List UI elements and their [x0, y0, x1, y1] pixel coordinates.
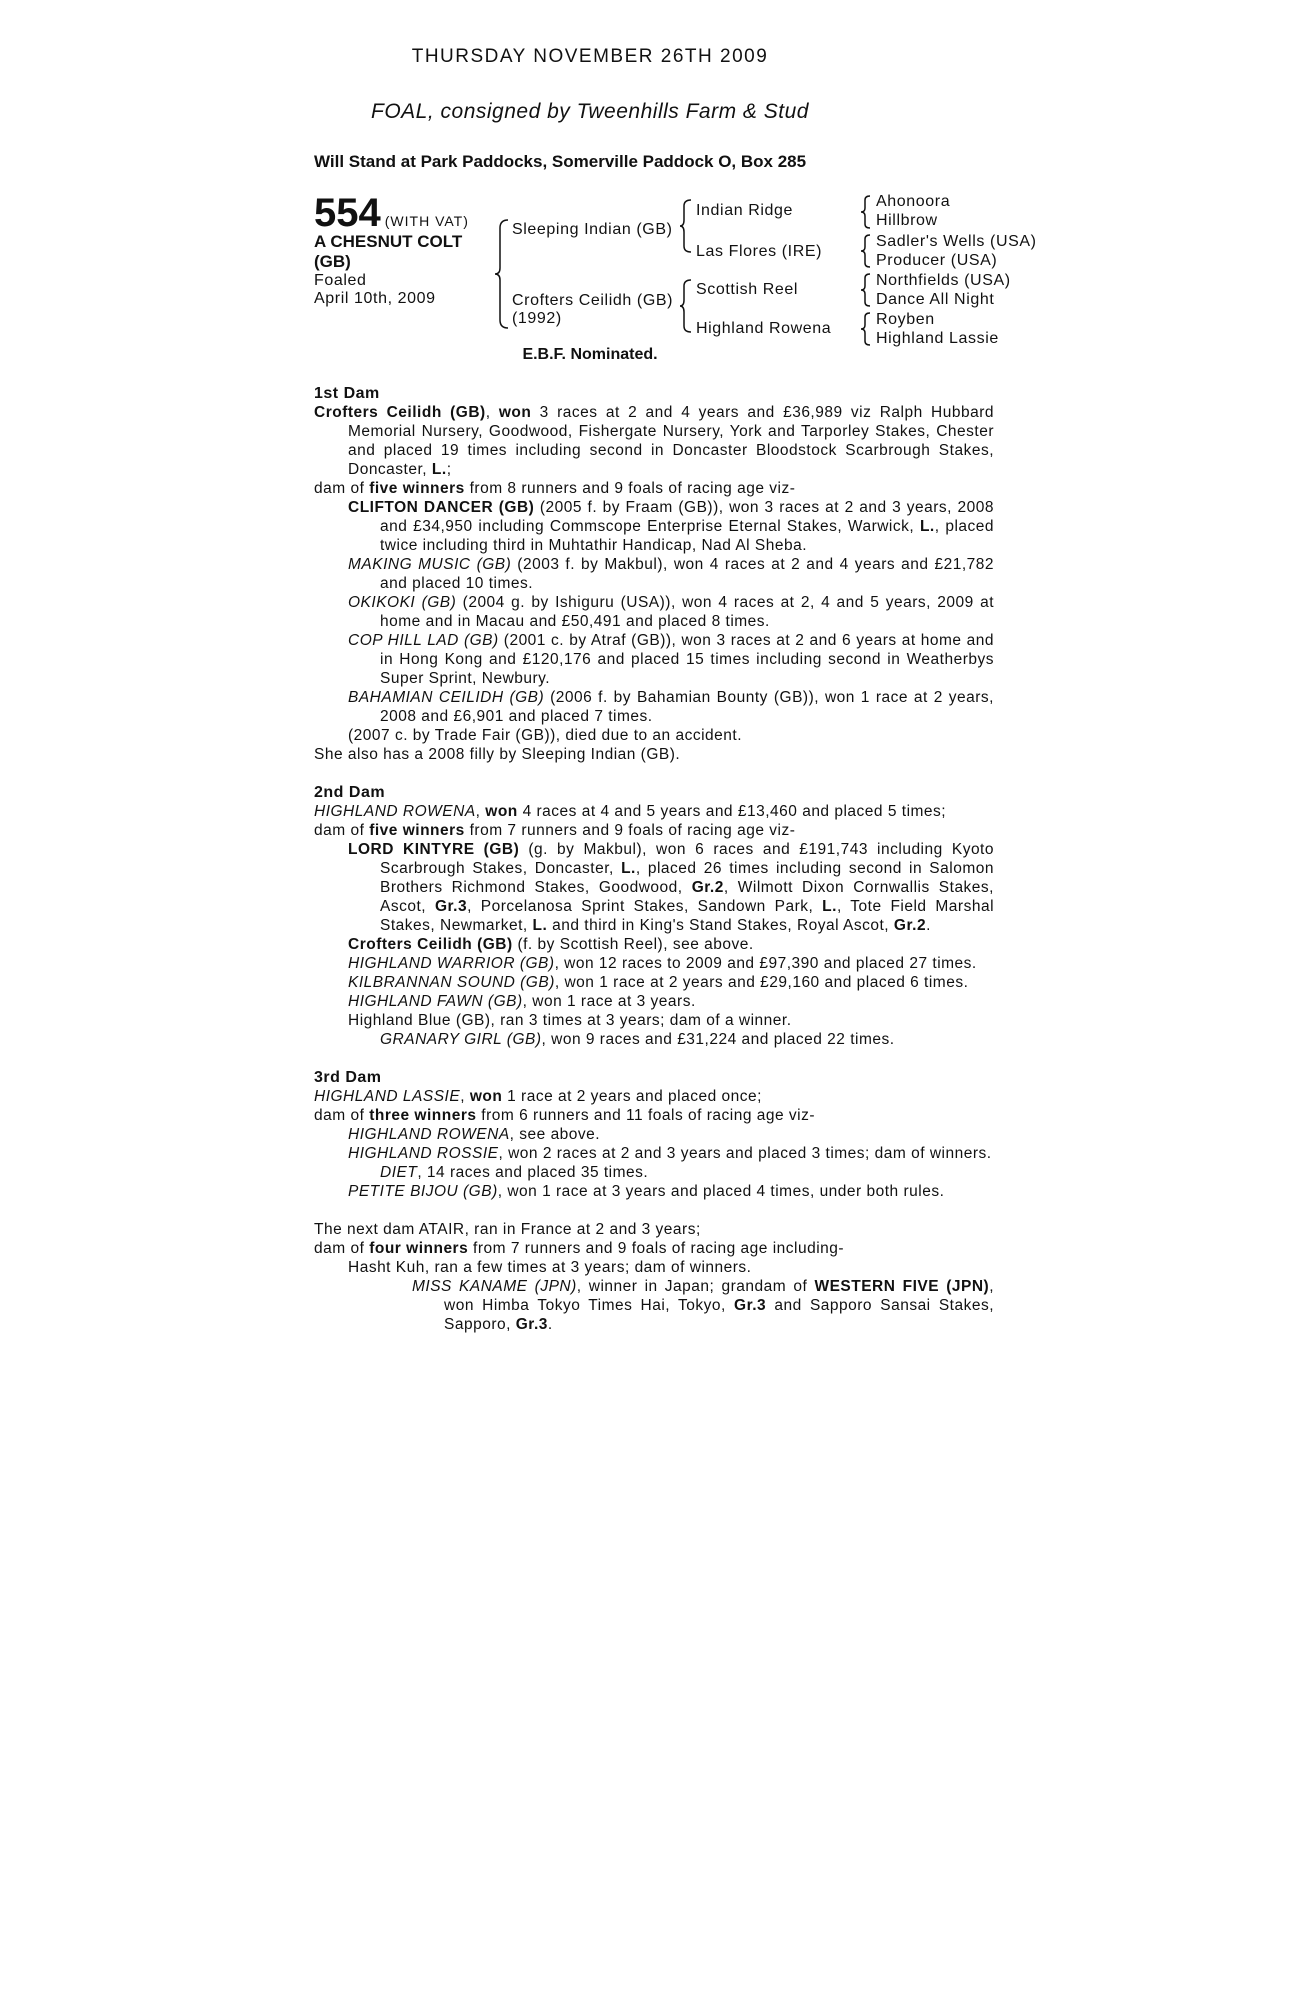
listed-mark: L.: [919, 518, 935, 535]
produce-granary-girl: [314, 1030, 994, 1049]
produce-name: HIGHLAND WARRIOR (GB): [348, 955, 555, 972]
produce-hasht-kuh: Hasht Kuh, ran a few times at 3 years; dam of winners.: [348, 1259, 752, 1276]
produce-record: , won 12 races to 2009 and £97,390 and placed 27 times.: [554, 955, 977, 972]
produce-record: and Sapporo Sansai Stakes, Sapporo,: [444, 1297, 995, 1333]
produce-clifton-dancer: [314, 498, 994, 555]
pedigree-g8: Highland Lassie: [876, 330, 999, 347]
foaled-info: [314, 272, 436, 308]
produce-cop-hill-lad: [314, 631, 994, 688]
pedigree-sire-dam: Las Flores (IRE): [696, 243, 823, 260]
produce-record: , won 1 race at 2 years and £29,160 and placed 6 times.: [554, 974, 969, 991]
punctuation: .: [926, 917, 931, 934]
group-mark: Gr.3: [734, 1297, 767, 1314]
produce-2007-colt: (2007 c. by Trade Fair (GB)), died due to an accident.: [348, 727, 743, 744]
notable-grandchild: WESTERN FIVE (JPN): [814, 1278, 990, 1295]
runners-info: from 6 runners and 11 foals of racing age viz-: [481, 1107, 816, 1124]
produce-name: KILBRANNAN SOUND (GB): [348, 974, 555, 991]
produce-record: , winner in Japan; grandam of: [576, 1278, 808, 1295]
produce-record-end: , placed twice including third in Muhtathir Handicap, Nad Al Sheba.: [380, 518, 994, 554]
pedigree-brace-g3: [860, 272, 872, 308]
pedigree-g2: Hillbrow: [876, 212, 938, 229]
winners-count: five winners: [369, 822, 465, 839]
third-dam-heading: 3rd Dam: [314, 1069, 382, 1086]
produce-record: , won Himba Tokyo Times Hai, Tokyo,: [444, 1278, 994, 1314]
consignor-line: FOAL, consigned by Tweenhills Farm & Stud: [371, 100, 809, 123]
sale-date: THURSDAY NOVEMBER 26TH 2009: [411, 46, 769, 67]
produce-record: and third in King's Stand Stakes, Royal Ascot,: [552, 917, 890, 934]
pedigree-dam-name: Crofters Ceilidh (GB): [512, 292, 674, 309]
pedigree-brace-g4: [860, 311, 872, 347]
punctuation: ,: [475, 803, 481, 820]
runners-info: from 7 runners and 9 foals of racing age viz-: [469, 822, 796, 839]
third-dam-won: won: [469, 1088, 503, 1105]
dam-of-label: dam of: [314, 1240, 365, 1257]
produce-name: GRANARY GIRL (GB): [380, 1031, 542, 1048]
first-dam-also: She also has a 2008 filly by Sleeping Indian (GB).: [314, 746, 681, 763]
produce-petite-bijou: [314, 1182, 994, 1201]
vat-label: (WITH VAT): [384, 213, 469, 229]
second-dam-record: 4 races at 4 and 5 years and £13,460 and placed 5 times;: [522, 803, 947, 820]
pedigree-brace-g2: [860, 233, 872, 269]
lot-number-block: [314, 193, 469, 233]
produce-name: MISS KANAME (JPN): [412, 1278, 577, 1295]
horse-line-2: (GB): [314, 252, 351, 271]
produce-bahamian-ceilidh: [314, 688, 994, 726]
produce-crofters-ceilidh: [314, 935, 994, 954]
produce-name: COP HILL LAD (GB): [348, 632, 499, 649]
winners-count: five winners: [369, 480, 465, 497]
third-dam-summary: [314, 1087, 994, 1106]
first-dam-summary: Crofters Ceilidh (GB), won 3 races at 2 and 4 years and £36,989 viz Ralph Hubbard Memorial Nursery, Goodwood, Fishergate Nursery, York and Tarporley Stakes, Chester and placed 19 times including second in Doncaster Bloodstock Scarbrough Stakes, Doncaster, L.;: [314, 404, 994, 478]
second-dam-won: won: [485, 803, 518, 820]
produce-highland-blue: Highland Blue (GB), ran 3 times at 3 years; dam of a winner.: [348, 1012, 792, 1029]
group-mark: Gr.2: [691, 879, 724, 896]
pedigree-notes: [314, 384, 994, 1334]
pedigree-dam-dam: Highland Rowena: [696, 320, 832, 337]
produce-name: BAHAMIAN CEILIDH (GB): [348, 689, 545, 706]
stand-location: Will Stand at Park Paddocks, Somerville Paddock O, Box 285: [314, 152, 807, 171]
runners-info: from 8 runners and 9 foals of racing age viz-: [469, 480, 796, 497]
produce-name: MAKING MUSIC (GB): [348, 556, 512, 573]
produce-okikoki: [314, 593, 994, 631]
pedigree-g3: Sadler's Wells (USA): [876, 233, 1037, 250]
second-dam-heading: 2nd Dam: [314, 784, 386, 801]
produce-record: , won 2 races at 2 and 3 years and placed 3 times; dam of winners.: [498, 1145, 992, 1162]
produce-record: , 14 races and placed 35 times.: [417, 1164, 649, 1181]
ebf-nominated: E.B.F. Nominated.: [522, 346, 658, 363]
first-dam-heading: 1st Dam: [314, 385, 380, 402]
produce-record: (2006 f. by Bahamian Bounty (GB)), won 1 race at 2 years, 2008 and £6,901 and placed 7 times.: [380, 689, 994, 725]
pedigree-g6: Dance All Night: [876, 291, 995, 308]
third-dam-name: HIGHLAND LASSIE: [314, 1088, 461, 1105]
produce-record: (2004 g. by Ishiguru (USA)), won 4 races at 2, 4 and 5 years, 2009 at home and in Macau and £50,491 and placed 8 times.: [380, 594, 995, 630]
third-dam-record: 1 race at 2 years and placed once;: [507, 1088, 762, 1105]
produce-name: LORD KINTYRE (GB): [348, 841, 520, 858]
pedigree-g7: Royben: [876, 311, 935, 328]
pedigree-dam-sire: Scottish Reel: [696, 281, 799, 298]
horse-line-1: A CHESNUT COLT: [314, 232, 463, 251]
produce-record: (2001 c. by Atraf (GB)), won 3 races at 2 and 6 years at home and in Hong Kong and £120,176 and placed 15 times including second in Weatherbys Super Sprint, Newbury.: [380, 632, 994, 687]
foaled-date: April 10th, 2009: [314, 290, 436, 307]
pedigree-sire-sire: Indian Ridge: [696, 202, 794, 219]
produce-name: HIGHLAND FAWN (GB): [348, 993, 523, 1010]
runners-info: from 7 runners and 9 foals of racing age including-: [473, 1240, 845, 1257]
produce-record: , won 9 races and £31,224 and placed 22 times.: [541, 1031, 895, 1048]
group-mark: Gr.2: [893, 917, 927, 934]
listed-mark: L.: [431, 461, 447, 478]
next-dam-summary: The next dam ATAIR, ran in France at 2 and 3 years;: [314, 1221, 701, 1238]
pedigree-brace-sire: [679, 198, 693, 254]
punctuation: .: [547, 1316, 553, 1333]
pedigree-brace-g1: [860, 194, 872, 230]
punctuation: ,: [460, 1088, 465, 1105]
dam-of-label: dam of: [314, 1107, 365, 1124]
lot-number: 554: [314, 191, 381, 235]
listed-mark: L.: [621, 860, 636, 877]
horse-description: [314, 232, 484, 272]
produce-highland-fawn: [314, 992, 994, 1011]
produce-highland-warrior: [314, 954, 994, 973]
produce-record: (2003 f. by Makbul), won 4 races at 2 and 4 years and £21,782 and placed 10 times.: [380, 556, 995, 592]
produce-highland-rossie: [314, 1144, 994, 1163]
produce-record: (g. by Makbul), won 6 races and £191,743 including Kyoto Scarbrough Stakes, Doncaster,: [380, 841, 994, 877]
produce-name: DIET: [380, 1164, 418, 1181]
pedigree-brace-dam: [679, 278, 693, 334]
produce-diet: [314, 1163, 994, 1182]
produce-record: , Porcelanosa Sprint Stakes, Sandown Park,: [467, 898, 814, 915]
punctuation: ;: [446, 461, 452, 478]
first-dam-record: 3 races at 2 and 4 years and £36,989 viz Ralph Hubbard Memorial Nursery, Goodwood, Fishergate Nursery, York and Tarporley Stakes, Chester and placed 19 times including second in Doncaster Bloodstock Scarbrough Stakes, Doncaster,: [348, 404, 994, 478]
produce-record: , Tote Field Marshal Stakes, Newmarket,: [380, 898, 995, 934]
produce-name: PETITE BIJOU (GB): [348, 1183, 498, 1200]
produce-record: , won 1 race at 3 years and placed 4 times, under both rules.: [497, 1183, 945, 1200]
produce-making-music: [314, 555, 994, 593]
listed-mark: L.: [532, 917, 548, 934]
pedigree-g4: Producer (USA): [876, 252, 998, 269]
pedigree-g1: Ahonoora: [876, 193, 951, 210]
produce-name: HIGHLAND ROSSIE: [348, 1145, 499, 1162]
produce-record: , won 1 race at 3 years.: [522, 993, 696, 1010]
produce-lord-kintyre: [314, 840, 994, 935]
produce-miss-kaname: [314, 1277, 994, 1334]
dam-of-label: dam of: [314, 822, 365, 839]
winners-count: four winners: [369, 1240, 469, 1257]
foaled-label: Foaled: [314, 272, 367, 289]
third-dam-produce-summary: [314, 1106, 994, 1125]
first-dam-name: Crofters Ceilidh (GB): [314, 404, 486, 421]
group-mark: Gr.3: [515, 1316, 548, 1333]
produce-highland-rowena: [314, 1125, 994, 1144]
produce-record: (f. by Scottish Reel), see above.: [517, 936, 754, 953]
produce-record: , see above.: [509, 1126, 601, 1143]
group-mark: Gr.3: [434, 898, 468, 915]
winners-count: three winners: [369, 1107, 477, 1124]
first-dam-won: won: [498, 404, 532, 421]
first-dam-produce-summary: [314, 479, 994, 498]
produce-name: OKIKOKI (GB): [348, 594, 457, 611]
second-dam-summary: [314, 802, 994, 821]
produce-name: HIGHLAND ROWENA: [348, 1126, 510, 1143]
pedigree-dam: [512, 292, 673, 328]
pedigree-g5: Northfields (USA): [876, 272, 1011, 289]
pedigree-dam-year: (1992): [512, 310, 562, 327]
listed-mark: L.: [822, 898, 837, 915]
produce-record: (2005 f. by Fraam (GB)), won 3 races at 2 and 3 years, 2008 and £34,950 including Commscope Enterprise Eternal Stakes, Warwick,: [380, 499, 994, 535]
produce-record: , placed 26 times including second in Salomon Brothers Richmond Stakes, Goodwood,: [380, 860, 994, 896]
pedigree-sire: Sleeping Indian (GB): [512, 221, 673, 238]
produce-name: CLIFTON DANCER (GB): [348, 499, 535, 516]
next-dam-produce-summary: [314, 1239, 994, 1258]
second-dam-name: HIGHLAND ROWENA: [314, 803, 476, 820]
second-dam-produce-summary: [314, 821, 994, 840]
produce-kilbrannan-sound: [314, 973, 994, 992]
produce-record: , Wilmott Dixon Cornwallis Stakes, Ascot,: [380, 879, 994, 915]
produce-name: Crofters Ceilidh (GB): [348, 936, 513, 953]
pedigree-brace-main: [494, 218, 510, 330]
dam-of-label: dam of: [314, 480, 365, 497]
